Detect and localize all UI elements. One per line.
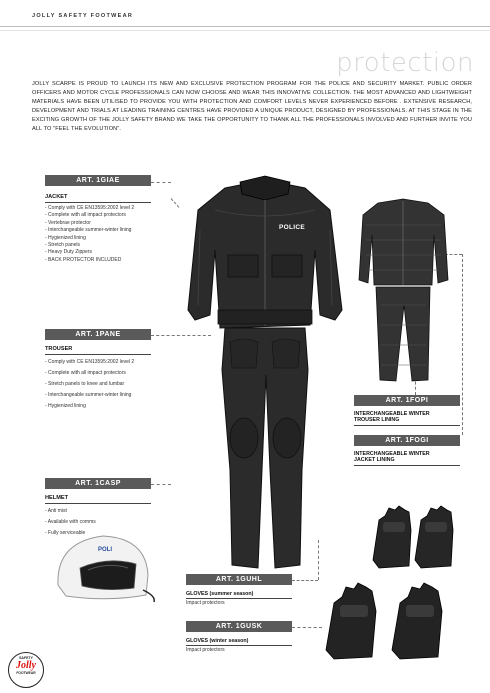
summer-gloves-illustration [365, 500, 465, 572]
list-item: - Fully serviceable [45, 530, 86, 536]
list-item: - BACK PROTECTOR INCLUDED [45, 256, 122, 263]
gusk-rule [186, 645, 292, 646]
helmet-police-label: POLI [98, 547, 113, 553]
gusk-desc: Impact protectors [186, 647, 225, 653]
list-item: - Anti mist [45, 508, 67, 514]
helmet-rule [45, 503, 151, 504]
fogi-art-header: ART. 1FOGI [354, 435, 460, 446]
header-rule [0, 26, 490, 27]
jacket-art-header: ART. 1GIAE [45, 175, 151, 186]
police-label: POLICE [279, 224, 305, 231]
list-item: - Comply with CE EN13595:2002 level 2 [45, 205, 135, 211]
list-item: - Stretch panels to knee and lumbar [45, 381, 125, 387]
trouser-features [45, 357, 151, 412]
jacket-name: JACKET [45, 194, 68, 200]
jolly-logo [8, 652, 44, 688]
fopi-desc-2: TROUSER LINING [354, 417, 400, 423]
helmet-illustration [48, 530, 158, 610]
trouser-name: TROUSER [45, 346, 73, 352]
helmet-name: HELMET [45, 495, 68, 501]
fopi-desc-1: INTERCHANGEABLE WINTER [354, 411, 430, 417]
fogi-rule [354, 465, 460, 466]
trouser-rule [45, 354, 151, 355]
trouser-block [45, 329, 151, 412]
fopi-block [354, 395, 460, 426]
guhl-desc: Impact protectors [186, 600, 225, 606]
winter-gloves-illustration [318, 575, 458, 665]
jacket-rule [45, 202, 151, 203]
fogi-block [354, 435, 460, 466]
list-item: - Interchangeable summer-winter lining [45, 227, 132, 234]
guhl-rule [186, 598, 292, 599]
jacket-leader [151, 182, 171, 183]
fopi-art-header: ART. 1FOPI [354, 395, 460, 406]
list-item: - Comply with CE EN13595:2002 level 2 [45, 359, 135, 365]
page-title: protection [336, 48, 474, 78]
header-rule-2 [0, 30, 490, 31]
jacket-features [45, 205, 151, 264]
helmet-leader [151, 484, 171, 485]
list-item: - Vertebrae protector [45, 219, 91, 226]
intro-paragraph: JOLLY SCARPE IS PROUD TO LAUNCH ITS NEW AND EXCLUSIVE PROTECTION PROGRAM FOR THE POLICE AND SECURITY MARKET. PUBLIC ORDER OFFICERS AND MOTOR CYCLE PROFESSIONALS CAN NOW CHOOSE AND WEAR THIS INNOVATIVE COLLECTION. THE MOST ADVANCED AND LIGHTWEIGHT MATERIALS HAVE BEEN UTILISED TO PROVIDE YOU WITH PROTECTION AND COMFORT LEVELS NEVER EXPERIENCED BEFORE . EXTENSIVE RESEARCH, DEVELOPMENT AND TRIALS AT LEADING TRAINING CENTRES HAVE PROVIDED A UNIQUE PRODUCT, DESIGNED BY PROFESSIONALS. AT THIS STAGE IN THE EXCITING GROWTH OF THE JOLLY SAFETY BRAND WE TAKE THE OPPORTUNITY TO THANK ALL THE PROFESSIONALS INVOLVED AND FURTHER INVITE YOU ALL TO "FEEL THE EVOLUTION". [32, 81, 472, 132]
logo-bottom-text: FOOTWEAR [16, 671, 36, 675]
jacket-block [45, 175, 151, 264]
gusk-name: GLOVES (winter season) [186, 638, 249, 644]
fogi-desc-1: INTERCHANGEABLE WINTER [354, 451, 430, 457]
logo-top-text: SAFETY [19, 656, 33, 660]
leather-suit-illustration [170, 170, 350, 590]
list-item: - Complete with all impact protectors [45, 370, 126, 376]
list-item: - Heavy Duty Zippers [45, 249, 92, 256]
fopi-rule [354, 425, 460, 426]
fogi-desc-2: JACKET LINING [354, 457, 395, 463]
guhl-art-header: ART. 1GUHL [186, 574, 292, 585]
list-item: - Available with comms [45, 519, 96, 525]
list-item: - Hygienized lining [45, 234, 86, 241]
list-item: - Complete with all impact protectors [45, 212, 126, 219]
list-item: - Interchangeable summer-winter lining [45, 392, 132, 398]
gusk-art-header: ART. 1GUSK [186, 621, 292, 632]
helmet-art-header: ART. 1CASP [45, 478, 151, 489]
gusk-block [186, 621, 292, 654]
fogi-leader-v [462, 254, 463, 435]
logo-main-text: Jolly [16, 660, 36, 671]
list-item: - Hygienized lining [45, 403, 86, 409]
guhl-name: GLOVES (summer season) [186, 591, 254, 597]
trouser-art-header: ART. 1PANE [45, 329, 151, 340]
winter-lining-illustration [356, 195, 451, 385]
brand-name: JOLLY SAFETY FOOTWEAR [32, 13, 134, 19]
list-item: - Stretch panels [45, 242, 81, 249]
